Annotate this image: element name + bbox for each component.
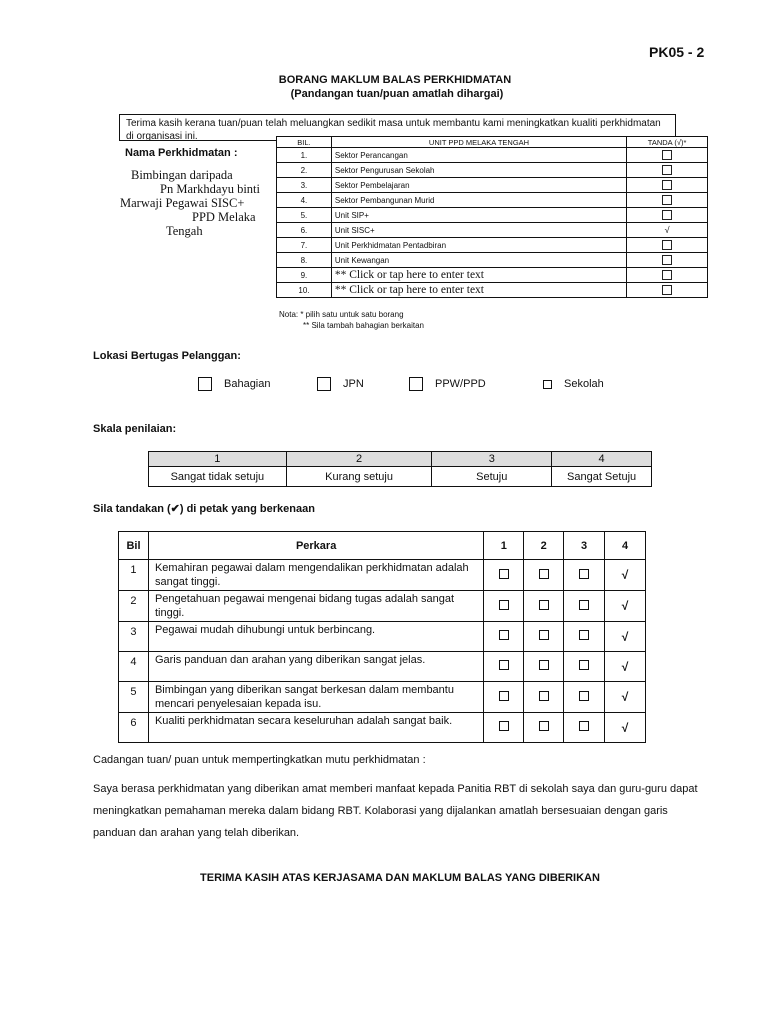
rating-option-4-checked[interactable]: √ (605, 560, 646, 591)
location-option-label: Sekolah (564, 378, 604, 390)
rating-option-2[interactable] (524, 560, 564, 591)
unit-name: Unit SISC+ (331, 223, 626, 238)
unit-name: Sektor Pembangunan Murid (331, 193, 626, 208)
suggestion-answer[interactable]: Saya berasa perkhidmatan yang diberikan amat memberi manfaat kepada Panitia RBT di sekolah saya dan guru-guru dapat meningkatkan pemahaman mereka dalam bidang RBT. Kolaborasi yang dijalankan amatlah bersesuaian dengan garis panduan dan arahan yang telah diberikan. (93, 783, 698, 839)
checkbox-icon[interactable] (539, 569, 549, 579)
unit-table (276, 136, 708, 298)
rating-option-1[interactable] (484, 622, 524, 652)
checkbox-icon[interactable] (539, 660, 549, 670)
checkbox-icon[interactable] (198, 377, 212, 391)
checkbox-icon[interactable] (662, 195, 672, 205)
service-name-label: Nama Perkhidmatan : (125, 147, 238, 159)
unit-checkbox[interactable] (627, 238, 708, 253)
rating-text: Kualiti perkhidmatan secara keseluruhan adalah sangat baik. (148, 713, 483, 743)
checkbox-icon[interactable] (579, 691, 589, 701)
location-option-bahagian[interactable] (198, 377, 271, 391)
rating-header-item: Perkara (148, 532, 483, 560)
closing-note: TERIMA KASIH ATAS KERJASAMA DAN MAKLUM BALAS YANG DIBERIKAN (200, 872, 600, 884)
checkbox-icon[interactable] (543, 380, 552, 389)
checkbox-icon[interactable] (499, 569, 509, 579)
checkbox-icon[interactable] (539, 630, 549, 640)
unit-row (277, 253, 708, 268)
rating-option-2[interactable] (524, 713, 564, 743)
unit-row (277, 163, 708, 178)
scale-label-text: Sangat tidak setuju (149, 467, 287, 487)
intro-box: Terima kasih kerana tuan/puan telah meluangkan sedikit masa untuk membantu kami meningkatkan kualiti perkhidmatan di organisasi ini. (119, 114, 676, 141)
checkbox-icon[interactable] (662, 150, 672, 160)
location-option-jpn[interactable] (317, 377, 364, 391)
location-option-label: PPW/PPD (435, 378, 486, 390)
location-option-ppw-ppd[interactable] (409, 377, 486, 391)
location-option-sekolah[interactable] (543, 378, 604, 390)
checkbox-icon[interactable] (539, 600, 549, 610)
checkbox-icon[interactable] (539, 721, 549, 731)
unit-row (277, 268, 708, 283)
unit-no: 5. (277, 208, 332, 223)
checkbox-icon[interactable] (499, 660, 509, 670)
unit-row (277, 178, 708, 193)
checkbox-icon[interactable] (662, 180, 672, 190)
unit-row (277, 193, 708, 208)
rating-header-score: 1 (484, 532, 524, 560)
checkbox-icon[interactable] (662, 255, 672, 265)
unit-row (277, 208, 708, 223)
unit-checkbox[interactable] (627, 193, 708, 208)
rating-option-1[interactable] (484, 713, 524, 743)
checkbox-icon[interactable] (662, 285, 672, 295)
rating-row (119, 622, 646, 652)
checkbox-icon[interactable] (579, 569, 589, 579)
rating-instruction: Sila tandakan (✔) di petak yang berkenaan (93, 503, 315, 515)
checkbox-icon[interactable] (579, 721, 589, 731)
location-option-label: Bahagian (224, 378, 271, 390)
scale-label: Skala penilaian: (93, 423, 177, 435)
service-name-line[interactable]: Marwaji Pegawai SISC+ (120, 196, 245, 210)
rating-text: Kemahiran pegawai dalam mengendalikan perkhidmatan adalah sangat tinggi. (148, 560, 483, 591)
unit-name: Sektor Perancangan (331, 148, 626, 163)
rating-option-3[interactable] (564, 591, 605, 622)
scale-label-text: Setuju (432, 467, 552, 487)
checkbox-icon[interactable] (662, 210, 672, 220)
unit-header-unit: UNIT PPD MELAKA TENGAH (331, 137, 626, 148)
rating-option-2[interactable] (524, 591, 564, 622)
rating-option-3[interactable] (564, 682, 605, 713)
unit-checkbox[interactable] (627, 268, 708, 283)
unit-name: Sektor Pengurusan Sekolah (331, 163, 626, 178)
rating-option-4-checked[interactable]: √ (605, 652, 646, 682)
unit-note: ** Sila tambah bahagian berkaitan (303, 321, 424, 330)
checkbox-icon[interactable] (499, 630, 509, 640)
unit-row (277, 148, 708, 163)
unit-no: 1. (277, 148, 332, 163)
checkbox-icon[interactable] (499, 721, 509, 731)
rating-option-3[interactable] (564, 713, 605, 743)
location-option-label: JPN (343, 378, 364, 390)
rating-row (119, 713, 646, 743)
rating-header-score: 2 (524, 532, 564, 560)
unit-name-input[interactable]: ** Click or tap here to enter text (331, 268, 626, 283)
rating-option-2[interactable] (524, 682, 564, 713)
rating-option-3[interactable] (564, 560, 605, 591)
unit-name: Sektor Pembelajaran (331, 178, 626, 193)
scale-number: 3 (432, 452, 552, 467)
rating-row (119, 652, 646, 682)
unit-checkbox[interactable] (627, 163, 708, 178)
unit-header-tanda: TANDA (√)* (627, 137, 708, 148)
rating-text: Garis panduan dan arahan yang diberikan sangat jelas. (148, 652, 483, 682)
unit-checkbox[interactable] (627, 178, 708, 193)
unit-checkbox[interactable] (627, 148, 708, 163)
scale-label-text: Kurang setuju (286, 467, 432, 487)
rating-option-2[interactable] (524, 622, 564, 652)
unit-no: 8. (277, 253, 332, 268)
rating-header-score: 4 (605, 532, 646, 560)
rating-option-1[interactable] (484, 591, 524, 622)
rating-text: Pengetahuan pegawai mengenai bidang tugas adalah sangat tinggi. (148, 591, 483, 622)
checkbox-icon[interactable] (539, 691, 549, 701)
checkbox-icon[interactable] (579, 660, 589, 670)
unit-row (277, 223, 708, 238)
rating-no: 3 (119, 622, 149, 652)
unit-no: 4. (277, 193, 332, 208)
unit-no: 9. (277, 268, 332, 283)
rating-option-4-checked[interactable]: √ (605, 713, 646, 743)
checkbox-icon[interactable] (662, 240, 672, 250)
rating-text: Bimbingan yang diberikan sangat berkesan dalam membantu mencari penyelesaian kepada isu. (148, 682, 483, 713)
unit-checkmark[interactable]: √ (627, 223, 708, 238)
rating-option-4-checked[interactable]: √ (605, 591, 646, 622)
unit-no: 10. (277, 283, 332, 298)
unit-no: 2. (277, 163, 332, 178)
unit-checkbox[interactable] (627, 208, 708, 223)
rating-row (119, 591, 646, 622)
checkbox-icon[interactable] (662, 165, 672, 175)
checkbox-icon[interactable] (317, 377, 331, 391)
unit-row (277, 283, 708, 298)
form-subtitle: (Pandangan tuan/puan amatlah dihargai) (290, 88, 504, 100)
unit-note: Nota: * pilih satu untuk satu borang (279, 310, 404, 319)
form-code: PK05 - 2 (649, 44, 705, 60)
unit-name-input[interactable]: ** Click or tap here to enter text (331, 283, 626, 298)
rating-row (119, 682, 646, 713)
rating-no: 6 (119, 713, 149, 743)
unit-checkbox[interactable] (627, 253, 708, 268)
rating-option-1[interactable] (484, 652, 524, 682)
unit-name: Unit SIP+ (331, 208, 626, 223)
checkbox-icon[interactable] (662, 270, 672, 280)
rating-text: Pegawai mudah dihubungi untuk berbincang. (148, 622, 483, 652)
rating-no: 4 (119, 652, 149, 682)
rating-header-score: 3 (564, 532, 605, 560)
scale-label-text: Sangat Setuju (552, 467, 652, 487)
rating-option-3[interactable] (564, 652, 605, 682)
unit-header-bil: BIL. (277, 137, 332, 148)
unit-row (277, 238, 708, 253)
scale-number: 1 (149, 452, 287, 467)
checkbox-icon[interactable] (409, 377, 423, 391)
unit-name: Unit Perkhidmatan Pentadbiran (331, 238, 626, 253)
unit-name: Unit Kewangan (331, 253, 626, 268)
rating-option-1[interactable] (484, 682, 524, 713)
service-name-line[interactable]: PPD Melaka (192, 210, 256, 224)
unit-no: 3. (277, 178, 332, 193)
suggestion-prompt: Cadangan tuan/ puan untuk mempertingkatkan mutu perkhidmatan : (93, 754, 426, 766)
checkbox-icon[interactable] (579, 630, 589, 640)
rating-option-3[interactable] (564, 622, 605, 652)
rating-option-1[interactable] (484, 560, 524, 591)
checkbox-icon[interactable] (499, 691, 509, 701)
scale-number: 2 (286, 452, 432, 467)
scale-table (148, 451, 652, 487)
unit-checkbox[interactable] (627, 283, 708, 298)
service-name-line[interactable]: Tengah (166, 224, 203, 238)
rating-header-bil: Bil (119, 532, 149, 560)
unit-no: 7. (277, 238, 332, 253)
rating-option-2[interactable] (524, 652, 564, 682)
rating-option-4-checked[interactable]: √ (605, 622, 646, 652)
rating-row (119, 560, 646, 591)
location-label: Lokasi Bertugas Pelanggan: (93, 350, 241, 362)
scale-number: 4 (552, 452, 652, 467)
service-name-line[interactable]: Bimbingan daripada (131, 168, 233, 182)
service-name-line[interactable]: Pn Markhdayu binti (160, 182, 260, 196)
checkbox-icon[interactable] (579, 600, 589, 610)
rating-no: 5 (119, 682, 149, 713)
rating-no: 2 (119, 591, 149, 622)
rating-option-4-checked[interactable]: √ (605, 682, 646, 713)
form-title: BORANG MAKLUM BALAS PERKHIDMATAN (278, 74, 512, 86)
rating-no: 1 (119, 560, 149, 591)
rating-table (118, 531, 646, 743)
checkbox-icon[interactable] (499, 600, 509, 610)
unit-no: 6. (277, 223, 332, 238)
